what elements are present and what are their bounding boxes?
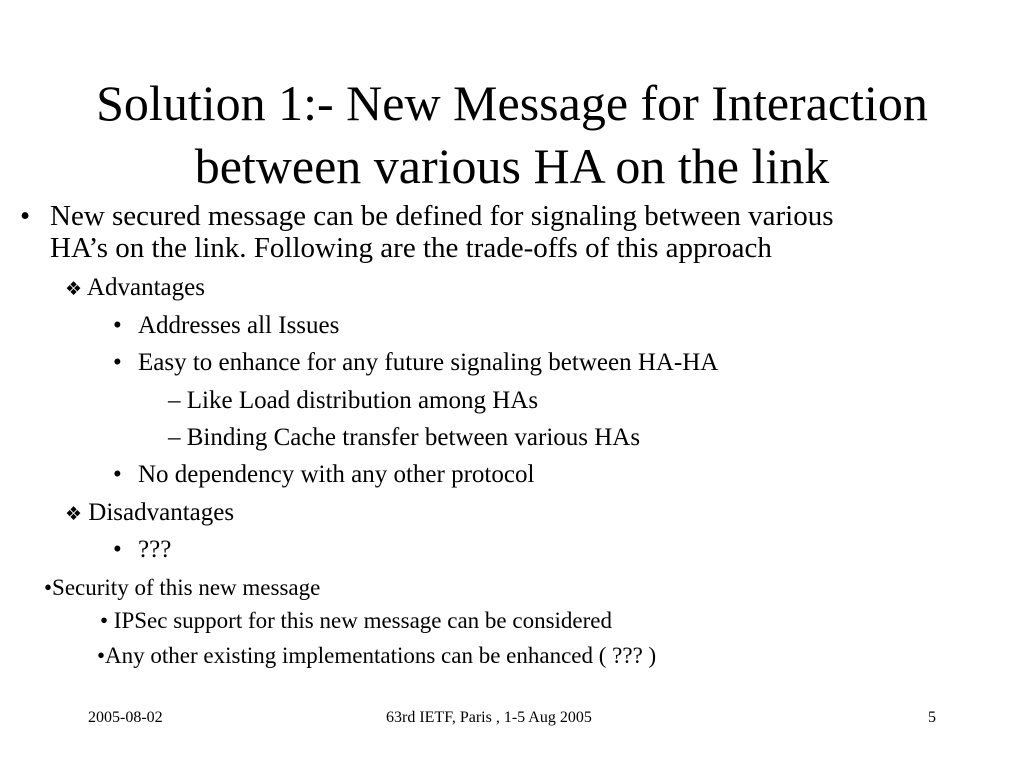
disadvantages-item: [113, 536, 172, 564]
bullet-marker: •: [113, 461, 122, 488]
advantages-subitem-text: Binding Cache transfer between various HAs: [186, 424, 641, 451]
note-line: •Security of this new message: [44, 575, 321, 600]
slide-title-line-2: between various HA on the link: [194, 138, 830, 194]
footer-date: 2005-08-02: [88, 709, 163, 726]
disadvantages-label: Disadvantages: [88, 499, 235, 526]
bullet-marker: •: [113, 536, 122, 563]
dash-marker: –: [168, 424, 181, 451]
footer-event: 63rd IETF, Paris , 1-5 Aug 2005: [386, 709, 592, 726]
advantages-heading: [65, 274, 205, 303]
advantages-item: [113, 312, 340, 340]
bullet-marker: •: [113, 349, 122, 376]
footer-page-number: 5: [928, 709, 936, 726]
note-line: •Any other existing implementations can be enhanced ( ??? ): [97, 643, 657, 668]
bullet-marker: •: [113, 312, 122, 339]
main-bullet-marker: •: [20, 200, 31, 232]
advantages-subitem-text: Like Load distribution among HAs: [186, 387, 539, 414]
diamond-bullet-icon: ❖: [65, 278, 83, 300]
advantages-subitem: [168, 424, 640, 452]
advantages-label: Advantages: [86, 274, 205, 301]
advantages-item: [113, 461, 535, 489]
dash-marker: –: [168, 387, 181, 414]
slide-title: [0, 72, 1024, 198]
advantages-item-text: No dependency with any other protocol: [138, 461, 535, 488]
note-line: • IPSec support for this new message can be considered: [100, 608, 612, 633]
disadvantages-item-text: ???: [138, 536, 172, 563]
advantages-item-text: Easy to enhance for any future signaling between HA-HA: [138, 349, 719, 376]
advantages-subitem: [168, 387, 538, 415]
advantages-item-text: Addresses all Issues: [138, 312, 340, 339]
main-bullet-line-2: HA’s on the link. Following are the trade-offs of this approach: [50, 232, 772, 264]
main-bullet-line-1: New secured message can be defined for signaling between various: [50, 200, 834, 232]
slide-title-line-1: Solution 1:- New Message for Interaction: [96, 75, 928, 131]
diamond-bullet-icon: ❖: [65, 503, 83, 525]
advantages-item: [113, 349, 719, 377]
disadvantages-heading: [65, 499, 234, 528]
